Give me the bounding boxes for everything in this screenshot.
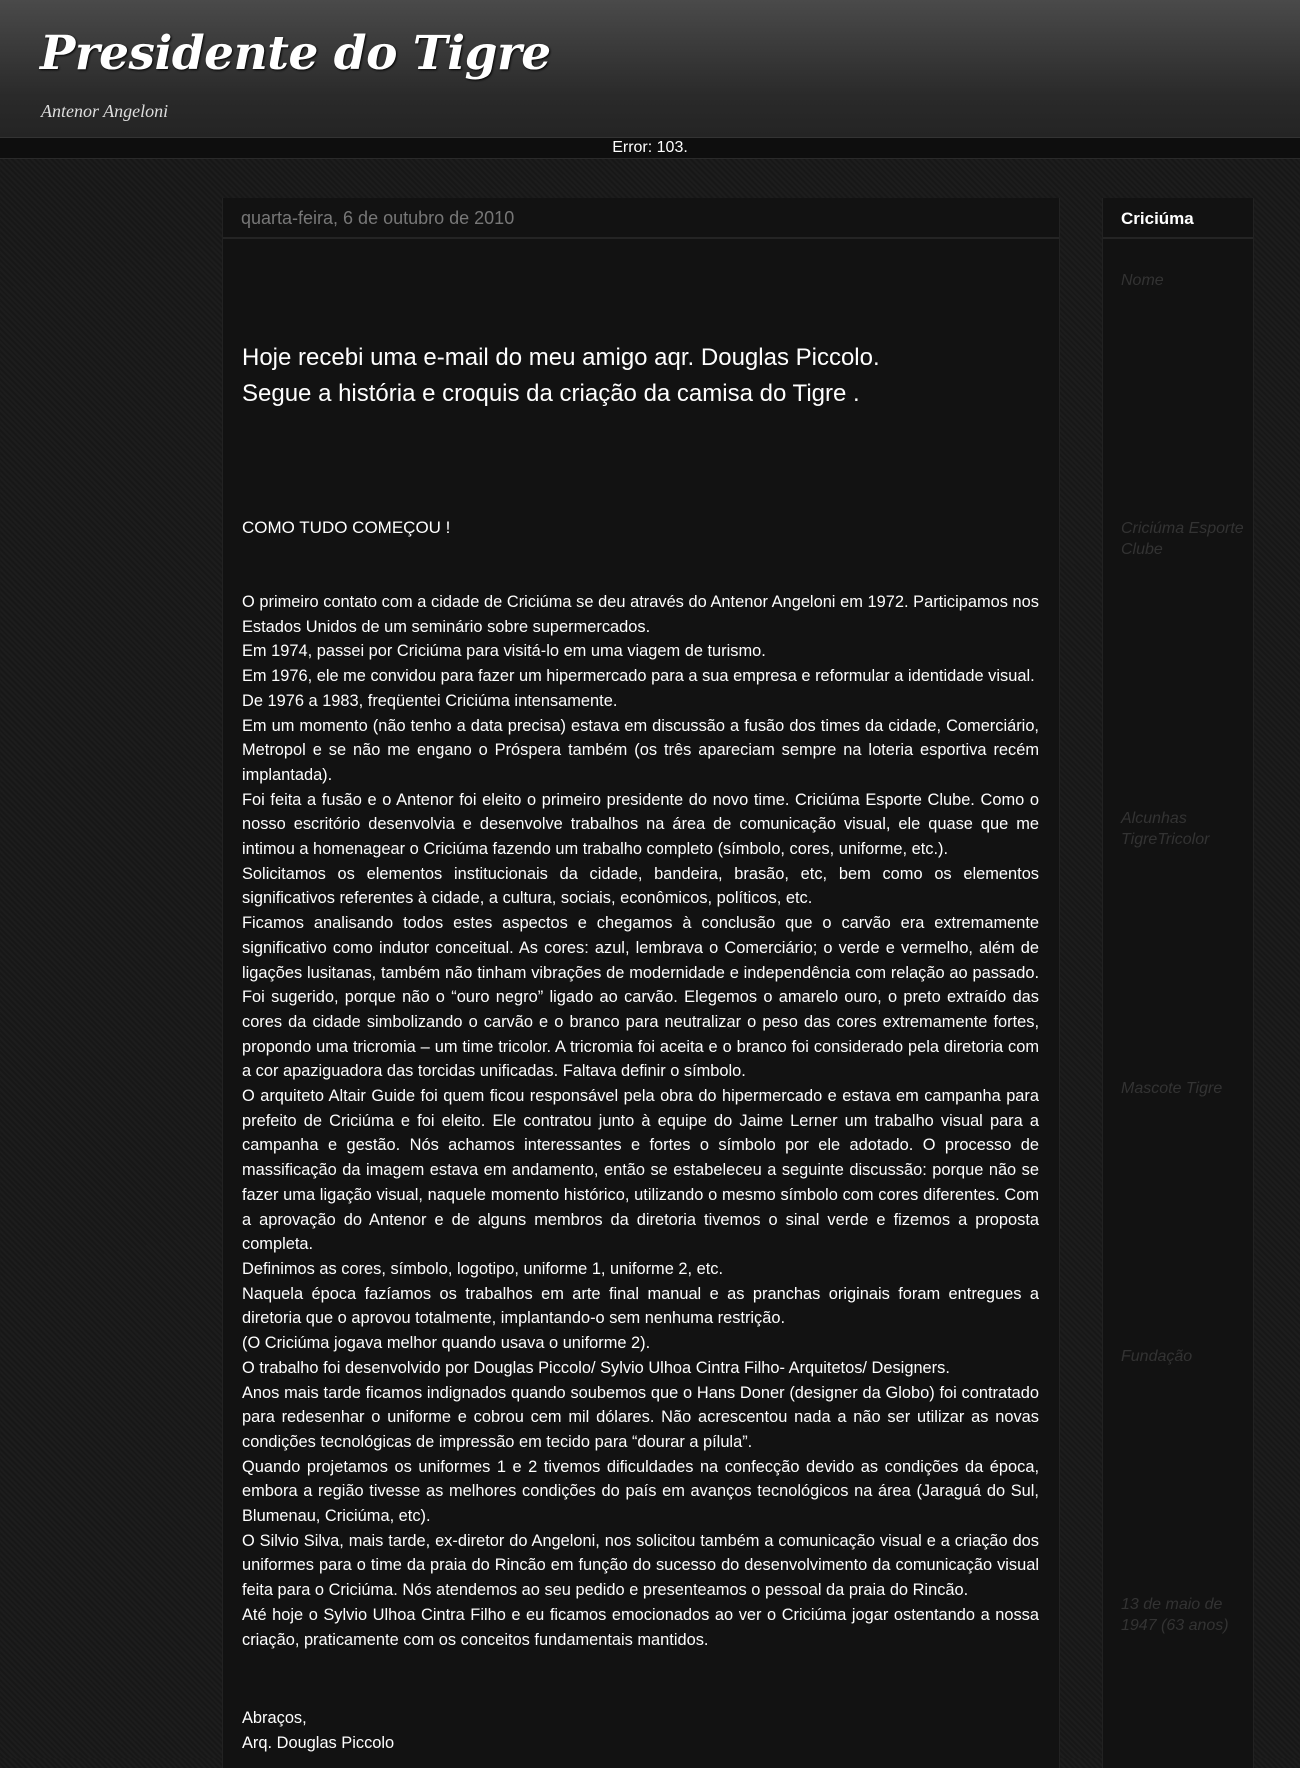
post-container <box>222 198 1060 1768</box>
paragraph: Naquela época fazíamos os trabalhos em arte final manual e as pranchas originais foram entregues a diretoria que o aprovou totalmente, implantando-o sem nenhuma restrição. <box>242 1284 1039 1328</box>
post-heading: COMO TUDO COMEÇOU ! <box>242 518 451 537</box>
sidebar <box>1102 198 1254 1768</box>
blog-description: Antenor Angeloni <box>41 101 169 121</box>
intro-line: Hoje recebi uma e-mail do meu amigo aqr. Douglas Piccolo. <box>242 344 880 371</box>
sidebar-item-fundacao: Fundação <box>1121 1348 1193 1365</box>
paragraph: O primeiro contato com a cidade de Criciúma se deu através do Antenor Angeloni em 1972. Participamos nos Estados Unidos de um seminário sobre supermercados. <box>242 593 1039 636</box>
sidebar-item-founding-date: 13 de maio de 1947 (63 anos) <box>1121 1596 1229 1634</box>
sidebar-item-mascote: Mascote Tigre <box>1121 1080 1223 1097</box>
closing-line: Arq. Douglas Piccolo <box>242 1733 395 1752</box>
paragraph: Anos mais tarde ficamos indignados quando soubemos que o Hans Doner (designer da Globo) foi contratado para redesenhar o uniforme e cobrou cem mil dólares. Não acrescentou nada a não ser utilizar as novas condições tecnológicas de impressão em tecido para “dourar a pílula”. <box>242 1383 1039 1451</box>
post-body <box>242 590 1039 1652</box>
paragraph: Definimos as cores, símbolo, logotipo, uniforme 1, uniforme 2, etc. <box>242 1259 724 1278</box>
error-bar <box>0 137 1300 159</box>
paragraph: Em um momento (não tenho a data precisa) estava em discussão a fusão dos times da cidade, Comerciário, Metropol e se não me engano o Próspera também (os três apareciam sempre na loteria esportiva recém implantada). <box>242 716 1039 784</box>
sidebar-item-club-name: Criciúma Esporte Clube <box>1121 520 1244 558</box>
sidebar-title: Criciúma <box>1121 209 1194 228</box>
post-intro <box>242 340 1032 412</box>
closing-line: Abraços, <box>242 1709 307 1727</box>
paragraph: O arquiteto Altair Guide foi quem ficou responsável pela obra do hipermercado e estava em campanha para prefeito de Criciúma e foi eleito. Ele contratou junto à equipe do Jaime Lerner um trabalho visual para a campanha e gestão. Nós achamos interessantes e fortes o símbolo por ele adotado. O processo de massificação da imagem estava em andamento, então se estabeleceu a seguinte discussão: porque não se fazer uma ligação visual, naquele momento histórico, utilizando o mesmo símbolo com cores diferentes. Com a aprovação do Antenor e de alguns membros da diretoria tivemos o sinal verde e fizemos a proposta completa. <box>242 1087 1039 1254</box>
post-signature <box>242 1706 394 1755</box>
sidebar-item-nome: Nome <box>1121 272 1164 289</box>
paragraph: Em 1974, passei por Criciúma para visitá-lo em uma viagem de turismo. <box>242 642 766 661</box>
paragraph: O trabalho foi desenvolvido por Douglas Piccolo/ Sylvio Ulhoa Cintra Filho- Arquitetos/ Designers. <box>242 1358 950 1377</box>
paragraph: Ficamos analisando todos estes aspectos e chegamos à conclusão que o carvão era extremamente significativo como indutor conceitual. As cores: azul, lembrava o Comerciário; o verde e vermelho, além de ligações lusitanas, também não tinham vibrações de modernidade e independência com relação ao passado. Foi sugerido, porque não o “ouro negro” ligado ao carvão. Elegemos o amarelo ouro, o preto extraído das cores da cidade simbolizando o carvão e o branco para neutralizar o peso das cores extremamente fortes, propondo uma tricromia – um time tricolor. A tricromia foi aceita e o branco foi considerado pela diretoria com a cor apaziguadora das torcidas unificadas. Faltava definir o símbolo. <box>242 914 1039 1081</box>
intro-line: Segue a história e croquis da criação da camisa do Tigre . <box>242 380 860 407</box>
paragraph: (O Criciúma jogava melhor quando usava o uniforme 2). <box>242 1334 651 1353</box>
date-divider <box>223 237 1059 239</box>
paragraph: Foi feita a fusão e o Antenor foi eleito o primeiro presidente do novo time. Criciúma Esporte Clube. Como o nosso escritório desenvolvia e desenvolve trabalhos na área de comunicação visual, ele quase que me intimou a homenagear o Criciúma fazendo um trabalho completo (símbolo, cores, uniforme, etc.). <box>242 790 1039 859</box>
paragraph: Até hoje o Sylvio Ulhoa Cintra Filho e eu ficamos emocionados ao ver o Criciúma jogar ostentando a nossa criação, praticamente com os conceitos fundamentais mantidos. <box>242 1605 1039 1649</box>
sidebar-item-alcunhas: Alcunhas TigreTricolor <box>1121 810 1210 848</box>
paragraph: Em 1976, ele me convidou para fazer um hipermercado para a sua empresa e reformular a identidade visual. <box>242 667 1035 686</box>
paragraph: Quando projetamos os uniformes 1 e 2 tivemos dificuldades na confecção devido as condições da época, embora a região tivesse as melhores condições do país em avanços tecnológicos na área (Jaraguá do Sul, Blumenau, Criciúma, etc). <box>242 1457 1039 1526</box>
blog-header <box>0 0 1300 137</box>
blog-title[interactable]: Presidente do Tigre <box>40 26 551 81</box>
post-date: quarta-feira, 6 de outubro de 2010 <box>241 208 515 228</box>
paragraph: O Silvio Silva, mais tarde, ex-diretor do Angeloni, nos solicitou também a comunicação visual e a criação dos uniformes para o time da praia do Rincão em função do sucesso do desenvolvimento da comunicação visual feita para o Criciúma. Nós atendemos ao seu pedido e presenteamos o pessoal da praia do Rincão. <box>242 1531 1039 1600</box>
paragraph: De 1976 a 1983, freqüentei Criciúma intensamente. <box>242 691 618 710</box>
sidebar-divider <box>1103 237 1253 239</box>
error-message: Error: 103. <box>612 139 688 156</box>
paragraph: Solicitamos os elementos institucionais da cidade, bandeira, brasão, etc, bem como os elementos significativos referentes à cidade, a cultura, sociais, econômicos, políticos, etc. <box>242 864 1039 908</box>
